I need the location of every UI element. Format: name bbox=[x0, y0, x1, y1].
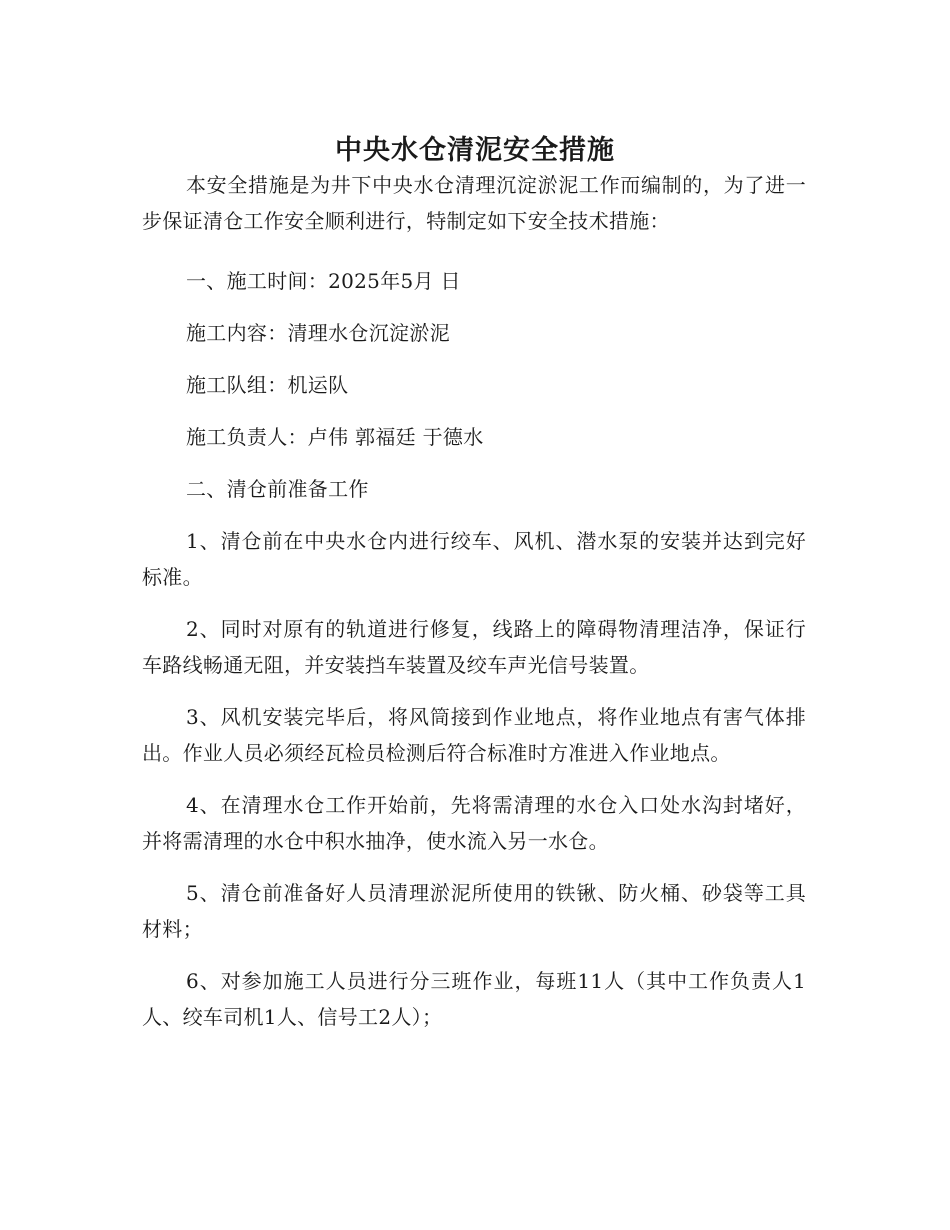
document-title: 中央水仓清泥安全措施 bbox=[335, 135, 615, 167]
construction-content: 施工内容：清理水仓沉淀淤泥 bbox=[186, 321, 450, 345]
list-item: 6、对参加施工人员进行分三班作业，每班11人（其中工作负责人1人、绞车司机1人、信号工2人）； bbox=[142, 969, 806, 1029]
list-item: 4、在清理水仓工作开始前，先将需清理的水仓入口处水沟封堵好，并将需清理的水仓中积水抽净，使水流入另一水仓。 bbox=[142, 793, 806, 853]
list-item: 2、同时对原有的轨道进行修复，线路上的障碍物清理洁净，保证行车路线畅通无阻，并安装挡车装置及绞车声光信号装置。 bbox=[142, 617, 806, 677]
construction-team: 施工队组：机运队 bbox=[186, 373, 349, 397]
document-body bbox=[142, 167, 806, 1051]
list-item: 1、清仓前在中央水仓内进行绞车、风机、潜水泵的安装并达到完好标准。 bbox=[142, 529, 806, 589]
list-item: 3、风机安装完毕后，将风筒接到作业地点，将作业地点有害气体排出。作业人员必须经瓦检员检测后符合标准时方准进入作业地点。 bbox=[142, 705, 806, 765]
section-heading-preparation: 二、清仓前准备工作 bbox=[186, 477, 369, 501]
construction-time: 一、施工时间：2025年5月 日 bbox=[186, 269, 461, 293]
construction-leaders: 施工负责人：卢伟 郭福廷 于德水 bbox=[186, 425, 484, 449]
list-item: 5、清仓前准备好人员清理淤泥所使用的铁锹、防火桶、砂袋等工具材料； bbox=[142, 881, 806, 941]
intro-paragraph: 本安全措施是为井下中央水仓清理沉淀淤泥工作而编制的，为了进一步保证清仓工作安全顺利进行，特制定如下安全技术措施： bbox=[142, 173, 806, 233]
